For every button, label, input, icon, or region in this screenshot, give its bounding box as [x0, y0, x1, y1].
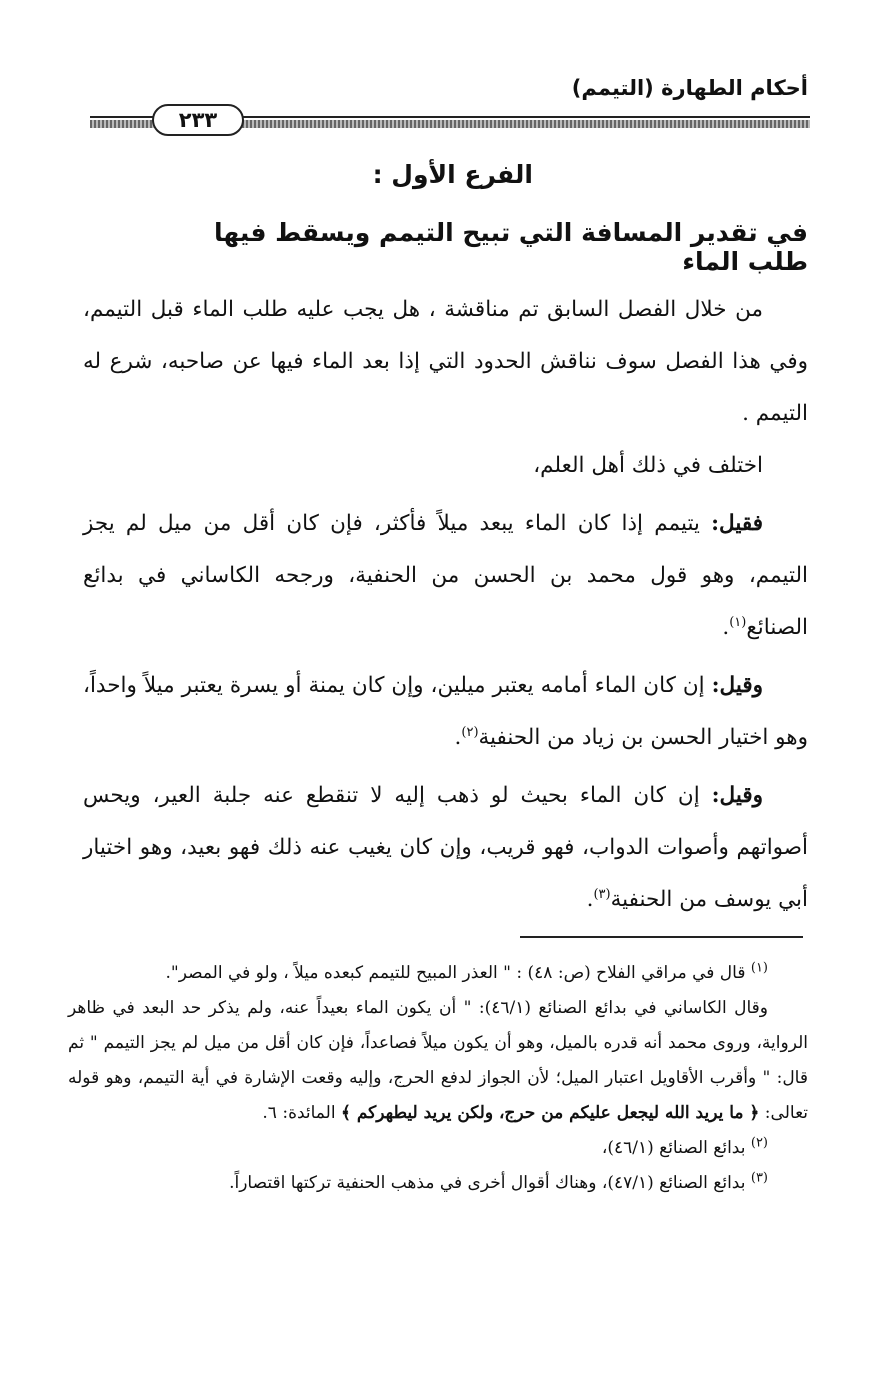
section-title: في تقدير المسافة التي تبيح التيمم ويسقط فيها طلب الماء — [213, 218, 808, 276]
disagreement-paragraph: اختلف في ذلك أهل العلم، — [533, 453, 763, 478]
running-title: أحكام الطهارة (التيمم) — [571, 76, 808, 100]
footnote-ref-2: (٢) — [461, 724, 479, 740]
intro-paragraph: من خلال الفصل السابق تم مناقشة ، هل يجب عليه طلب الماء قبل التيمم، وفي هذا الفصل سوف نناقش الحدود التي إذا بعد الماء فيها عن صاحبه، شرع له التيمم . — [83, 297, 808, 426]
opinion-2-text: إن كان الماء أمامه يعتبر ميلين، وإن كان يمنة أو يسرة يعتبر ميلاً واحداً، وهو اختيار الحسن بن زياد من الحنفية — [83, 673, 808, 750]
footnote-ref-3: (٣) — [593, 886, 611, 902]
footnote-3 — [68, 1166, 808, 1201]
opinion-3-paragraph — [83, 770, 808, 926]
header-rule — [90, 104, 810, 134]
footnote-ref-1: (١) — [729, 614, 747, 630]
page-number: ٢٣٣ — [152, 104, 244, 136]
footnote-1-continuation — [68, 991, 808, 1131]
footnote-2-marker: (٢) — [750, 1135, 768, 1151]
footnote-1-cont-a: وقال الكاساني في بدائع الصنائع (٤٦/١): " أن يكون الماء بعيداً عنه، ولم يذكر حد البعد في ظاهر الرواية، وروى محمد أنه قدره بالميل، وهو أن يكون ميلاً فصاعداً، فإن كان أقل من ميل لم يجز التيمم " ثم قال: " وأقرب الأقاويل اعتبار الميل؛ لأن الجواز لدفع الحرج، وإليه وقعت الإشارة في أية التيمم، وهو قوله تعالى: — [68, 998, 808, 1123]
section-label: الفرع الأول : — [372, 160, 533, 189]
body-text — [83, 284, 808, 926]
footnote-2-text: بدائع الصنائع (٤٦/١)، — [601, 1138, 751, 1158]
footnote-1-text: قال في مراقي الفلاح (ص: ٤٨) : " العذر المبيح للتيمم كبعده ميلاً ، ولو في المصر". — [165, 963, 751, 983]
footnote-3-text: بدائع الصنائع (٤٧/١)، وهناك أقوال أخرى في مذهب الحنفية تركتها اقتصاراً. — [229, 1173, 751, 1193]
opinion-1-paragraph — [83, 498, 808, 654]
opinion-2-lead: وقيل: — [711, 673, 763, 698]
footnote-3-marker: (٣) — [750, 1170, 768, 1186]
opinion-2-paragraph — [83, 660, 808, 764]
footnote-1-marker: (١) — [750, 960, 768, 976]
footnote-1-cont-b: المائدة: ٦. — [262, 1103, 341, 1123]
footnote-1 — [68, 956, 808, 991]
opinion-1-end: . — [722, 615, 730, 640]
opinion-3-lead: وقيل: — [711, 783, 763, 808]
footnote-separator — [520, 936, 803, 938]
footnote-2 — [68, 1131, 808, 1166]
footnote-1-quran-quote: ﴿ ما يريد الله ليجعل عليكم من حرج، ولكن يريد ليطهركم ﴾ — [340, 1103, 760, 1123]
opinion-3-text: إن كان الماء بحيث لو ذهب إليه لا تنقطع عنه جلبة العير، ويحس أصواتهم وأصوات الدواب، فهو قريب، وإن كان يغيب عنه ذلك فهو بعيد، وهو اختيار أبي يوسف من الحنفية — [83, 783, 808, 912]
opinion-1-text: يتيمم إذا كان الماء يبعد ميلاً فأكثر، فإن كان أقل من ميل لم يجز التيمم، وهو قول محمد بن الحسن من الحنفية، ورجحه الكاساني في بدائع الصنائع — [83, 511, 808, 640]
opinion-3-end: . — [586, 887, 594, 912]
opinion-1-lead: فقيل: — [711, 511, 763, 536]
footnotes — [68, 956, 808, 1201]
opinion-2-end: . — [454, 725, 462, 750]
